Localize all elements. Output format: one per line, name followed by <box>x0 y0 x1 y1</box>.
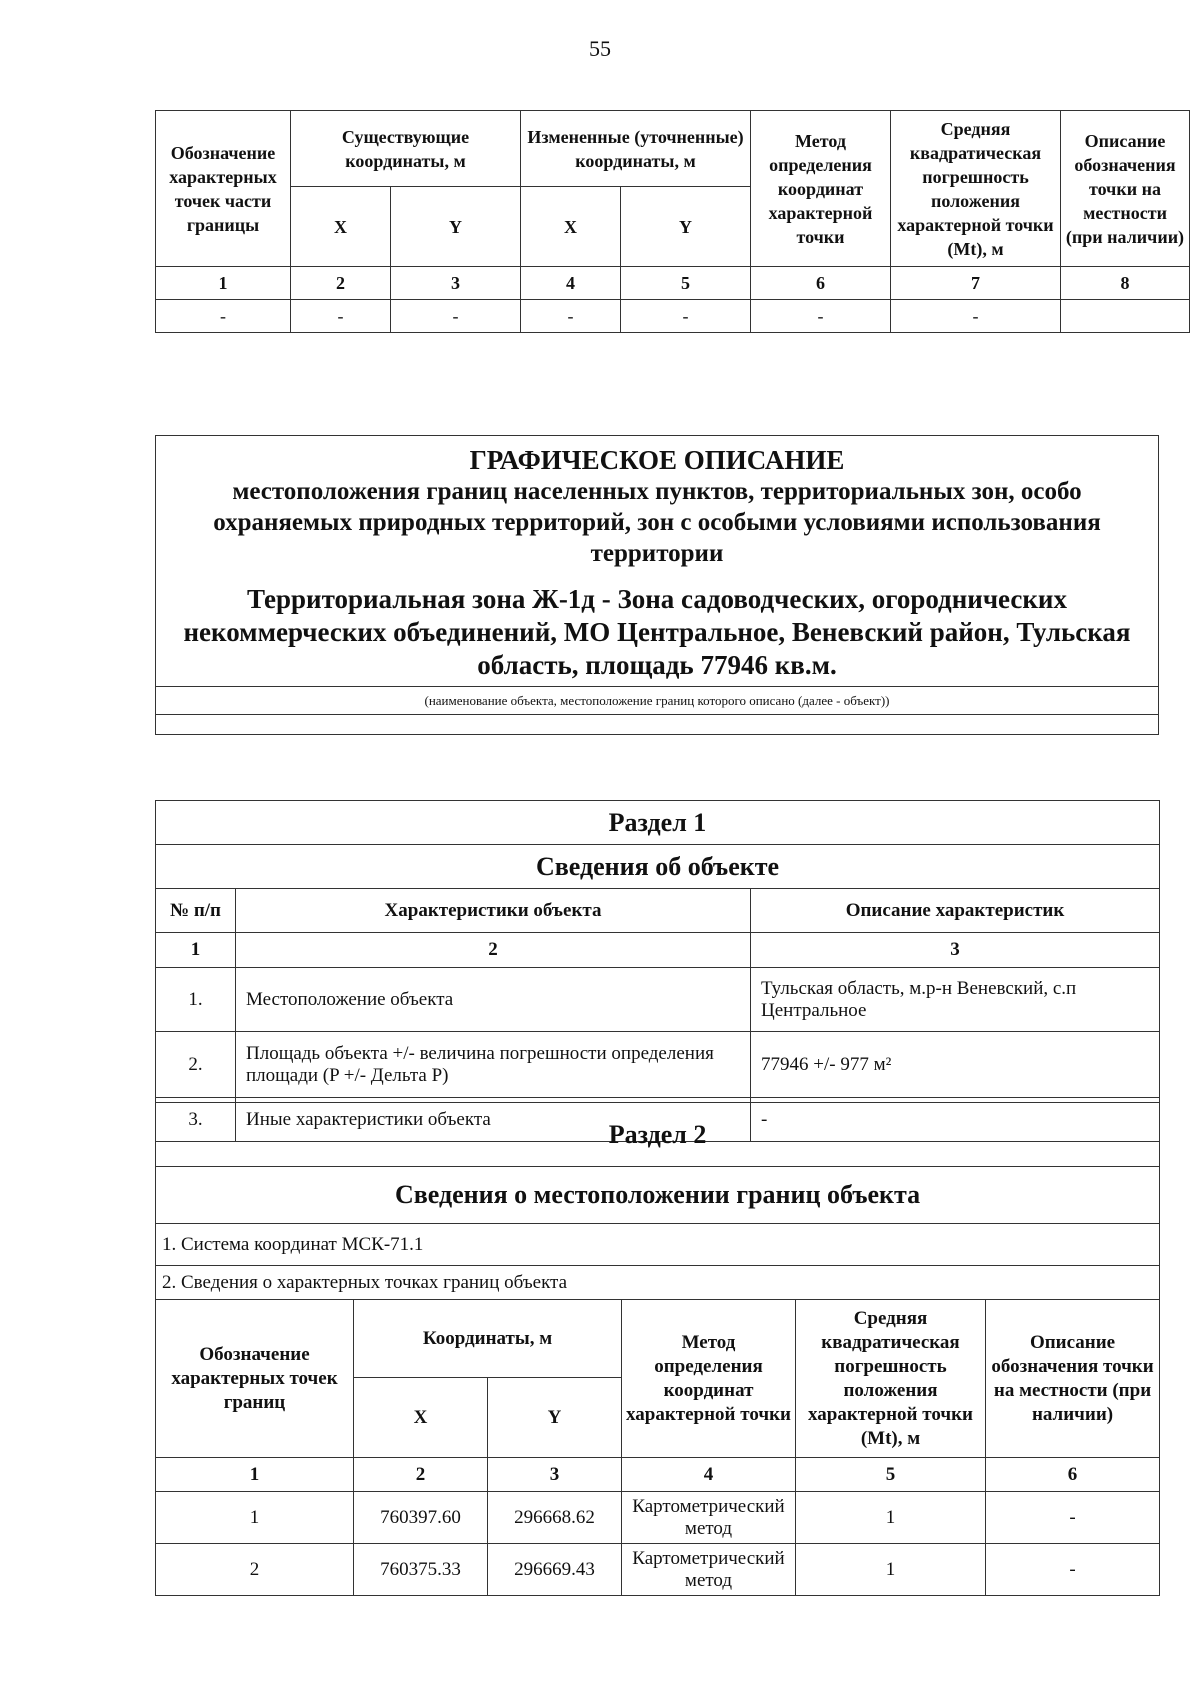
column-number: 2 <box>354 1458 488 1492</box>
object-name: Территориальная зона Ж-1д - Зона садоводческих, огороднических некоммерческих объединений, МО Центральное, Веневский район, Тульская область, площадь 77946 кв.м. <box>183 584 1131 680</box>
header-designation: Обозначение характерных точек границ <box>156 1300 354 1458</box>
column-number: 5 <box>621 267 751 300</box>
column-number: 1 <box>156 267 291 300</box>
header-x: X <box>521 187 621 267</box>
column-number: 6 <box>986 1458 1160 1492</box>
point-method: Картометрический метод <box>622 1544 796 1596</box>
point-description: - <box>986 1544 1160 1596</box>
table-cell: - <box>156 300 291 333</box>
section2-title: Раздел 2 <box>156 1103 1160 1167</box>
header-error: Средняя квадратическая погрешность положения характерной точки (Mt), м <box>891 111 1061 267</box>
point-method: Картометрический метод <box>622 1492 796 1544</box>
header-y: Y <box>621 187 751 267</box>
column-header-characteristics: Характеристики объекта <box>236 889 751 933</box>
column-number: 3 <box>391 267 521 300</box>
header-method: Метод определения координат характерной точки <box>622 1300 796 1458</box>
column-number: 4 <box>521 267 621 300</box>
table-cell: - <box>891 300 1061 333</box>
points-title: 2. Сведения о характерных точках границ объекта <box>156 1266 1160 1300</box>
document-subtitle: местоположения границ населенных пунктов, территориальных зон, особо охраняемых природных территорий, зон с особыми условиями использования территории <box>213 478 1101 567</box>
point-mt: 1 <box>796 1544 986 1596</box>
column-number: 3 <box>488 1458 622 1492</box>
document-title: ГРАФИЧЕСКОЕ ОПИСАНИЕ <box>469 445 845 475</box>
column-number: 4 <box>622 1458 796 1492</box>
column-number: 2 <box>236 933 751 968</box>
column-number: 2 <box>291 267 391 300</box>
characteristic-value: Тульская область, м.р-н Веневский, с.п Центральное <box>751 968 1160 1032</box>
header-coords: Координаты, м <box>354 1300 622 1378</box>
object-name-note: (наименование объекта, местоположение границ которого описано (далее - объект)) <box>156 687 1159 715</box>
section2-heading: Сведения о местоположении границ объекта <box>156 1167 1160 1224</box>
characteristic-value: - <box>751 1098 1160 1142</box>
characteristic-value: 77946 +/- 977 м² <box>751 1032 1160 1098</box>
header-method: Метод определения координат характерной точки <box>751 111 891 267</box>
table-cell: - <box>751 300 891 333</box>
table-cell: - <box>291 300 391 333</box>
column-header-number: № п/п <box>156 889 236 933</box>
section1-heading: Сведения об объекте <box>156 845 1160 889</box>
point-y: 296669.43 <box>488 1544 622 1596</box>
header-x: X <box>354 1378 488 1458</box>
header-description: Описание обозначения точки на местности (при наличии) <box>1061 111 1190 267</box>
column-number: 6 <box>751 267 891 300</box>
row-number: 1. <box>156 968 236 1032</box>
characteristic-name: Местоположение объекта <box>236 968 751 1032</box>
point-description: - <box>986 1492 1160 1544</box>
point-mt: 1 <box>796 1492 986 1544</box>
section2-table <box>155 1102 1160 1596</box>
row-number: 2. <box>156 1032 236 1098</box>
point-y: 296668.62 <box>488 1492 622 1544</box>
header-changed-coords: Измененные (уточненные) координаты, м <box>521 111 751 187</box>
column-number: 5 <box>796 1458 986 1492</box>
characteristic-name: Иные характеристики объекта <box>236 1098 751 1142</box>
point-x: 760397.60 <box>354 1492 488 1544</box>
column-number: 3 <box>751 933 1160 968</box>
table-cell <box>1061 300 1190 333</box>
column-number: 1 <box>156 1458 354 1492</box>
graphic-description-block <box>155 435 1159 735</box>
column-number: 1 <box>156 933 236 968</box>
point-x: 760375.33 <box>354 1544 488 1596</box>
column-number: 7 <box>891 267 1061 300</box>
coordinate-system: 1. Система координат МСК-71.1 <box>156 1224 1160 1266</box>
column-header-description: Описание характеристик <box>751 889 1160 933</box>
header-x: X <box>291 187 391 267</box>
section1-table <box>155 800 1160 1142</box>
header-designation: Обозначение характерных точек части границы <box>156 111 291 267</box>
table-cell: - <box>521 300 621 333</box>
header-y: Y <box>488 1378 622 1458</box>
spacer-row <box>156 715 1159 735</box>
page-number: 55 <box>589 36 611 61</box>
column-number: 8 <box>1061 267 1190 300</box>
table-cell: - <box>391 300 521 333</box>
table-cell: - <box>621 300 751 333</box>
header-existing-coords: Существующие координаты, м <box>291 111 521 187</box>
header-y: Y <box>391 187 521 267</box>
header-description: Описание обозначения точки на местности (при наличии) <box>986 1300 1160 1458</box>
row-number: 3. <box>156 1098 236 1142</box>
point-number: 2 <box>156 1544 354 1596</box>
point-number: 1 <box>156 1492 354 1544</box>
boundary-parts-table <box>155 110 1190 333</box>
section1-title: Раздел 1 <box>156 801 1160 845</box>
characteristic-name: Площадь объекта +/- величина погрешности определения площади (P +/- Дельта P) <box>236 1032 751 1098</box>
header-error: Средняя квадратическая погрешность положения характерной точки (Mt), м <box>796 1300 986 1458</box>
